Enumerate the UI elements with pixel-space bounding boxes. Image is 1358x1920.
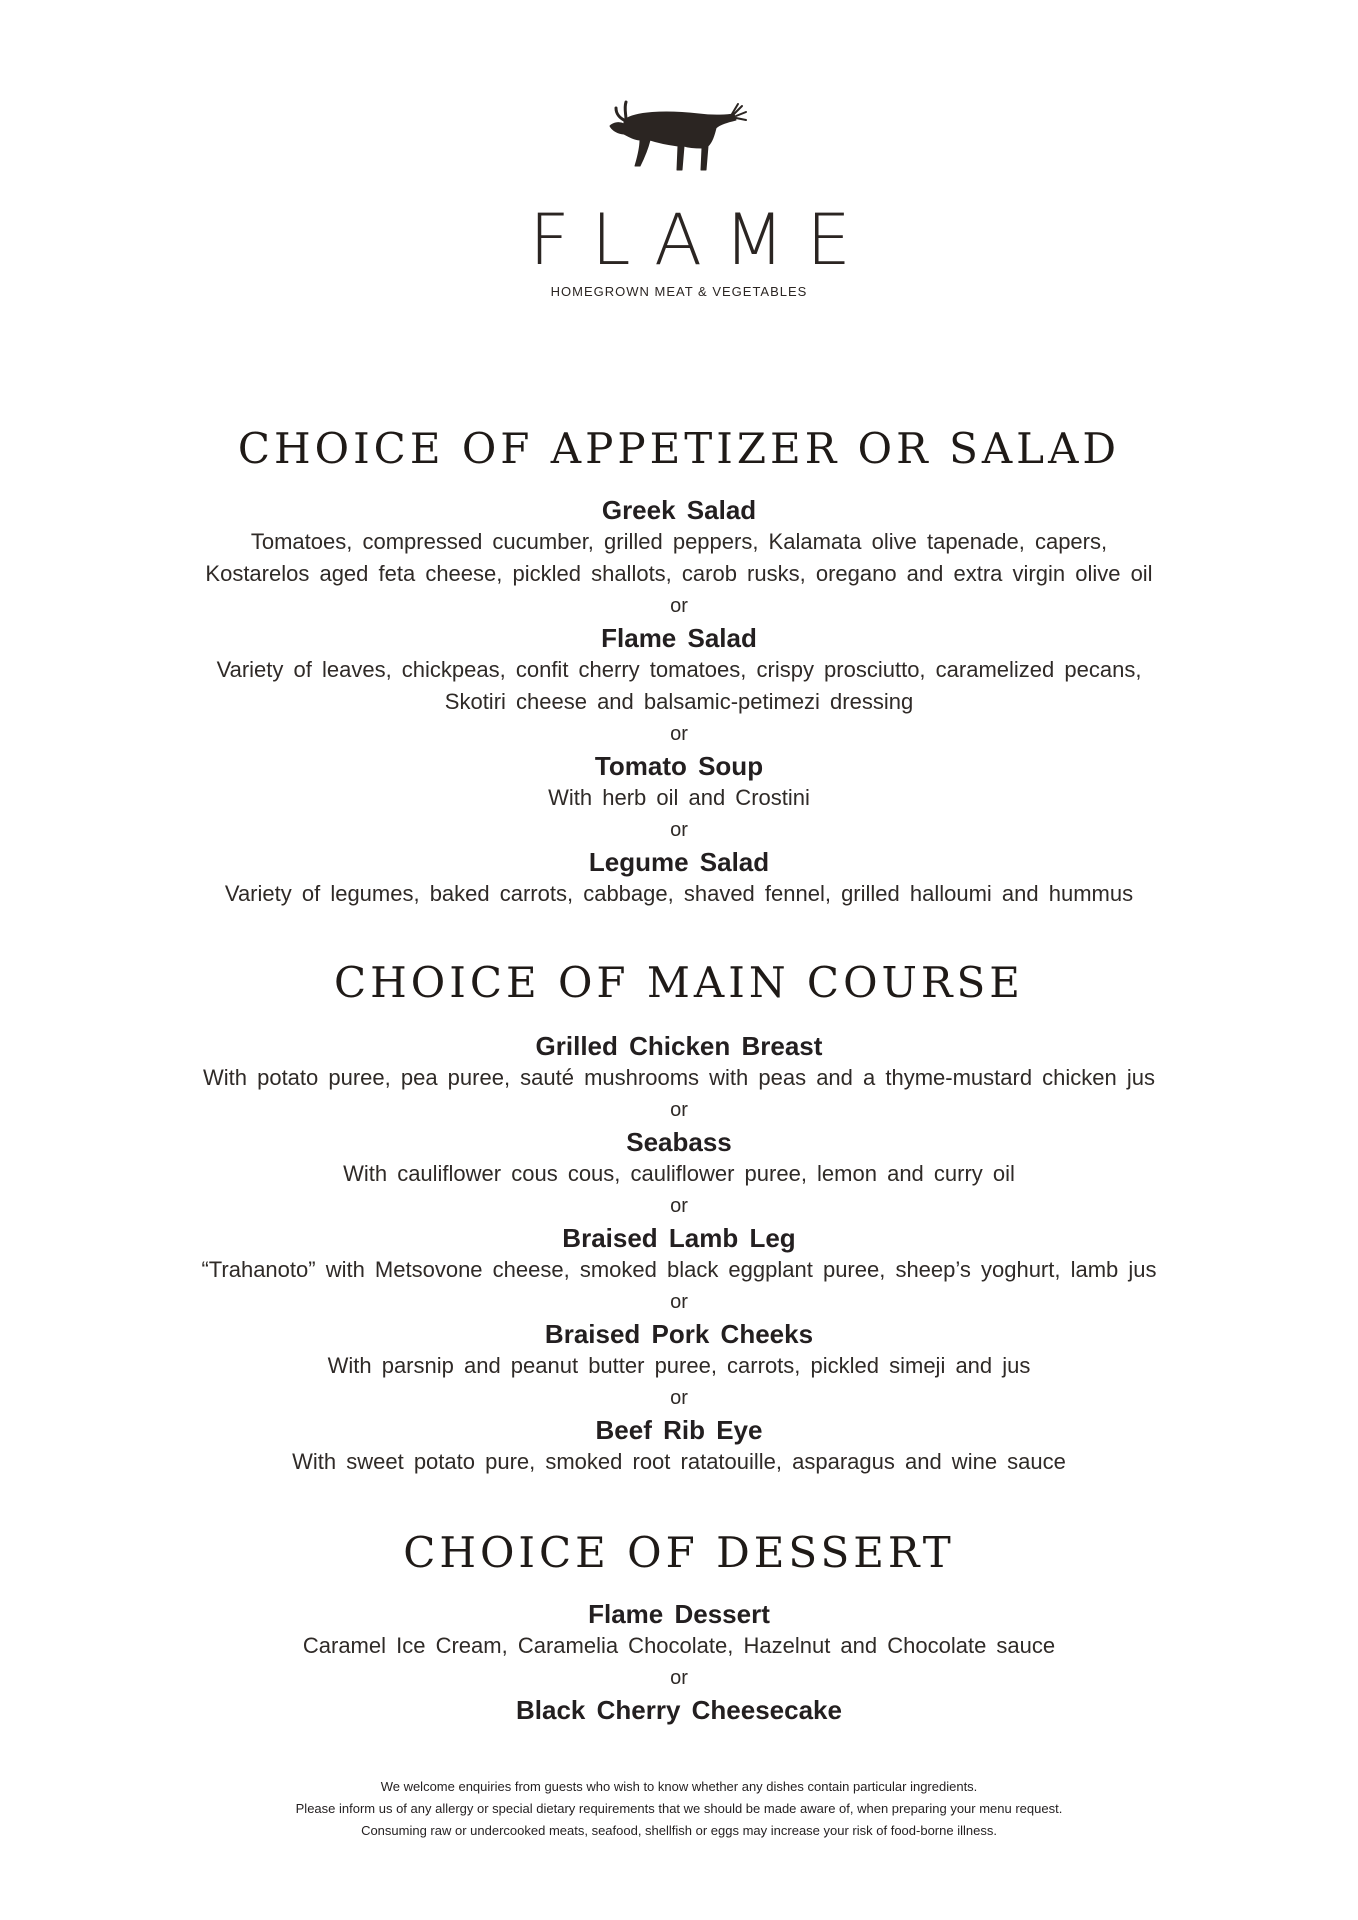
allergy-notice (0, 1776, 1358, 1842)
brand-tagline: HOMEGROWN MEAT & VEGETABLES (550, 284, 808, 299)
separator-or: or (670, 723, 688, 745)
bull-icon (0, 100, 1358, 187)
menu-item-pork-cheeks (0, 1318, 1358, 1414)
item-description: Variety of leaves, chickpeas, confit cherry tomatoes, crispy prosciutto, caramelized pecans, (216, 657, 1142, 682)
item-description: With parsnip and peanut butter puree, carrots, pickled simeji and jus (327, 1353, 1031, 1378)
item-name: Braised Lamb Leg (562, 1223, 796, 1253)
item-description: Skotiri cheese and balsamic-petimezi dressing (444, 689, 914, 714)
item-description: With sweet potato pure, smoked root ratatouille, asparagus and wine sauce (292, 1449, 1066, 1474)
item-description: Tomatoes, compressed cucumber, grilled peppers, Kalamata olive tapenade, capers, (250, 529, 1108, 554)
menu-item-legume-salad (0, 846, 1358, 910)
item-description: With cauliflower cous cous, cauliflower puree, lemon and curry oil (343, 1161, 1015, 1186)
separator-or: or (670, 1387, 688, 1409)
item-description: With potato puree, pea puree, sauté mushrooms with peas and a thyme-mustard chicken jus (202, 1065, 1156, 1090)
menu-item-flame-dessert (0, 1598, 1358, 1694)
item-name: Braised Pork Cheeks (544, 1319, 814, 1349)
separator-or: or (670, 1667, 688, 1689)
section-title-dessert: CHOICE OF DESSERT (403, 1528, 955, 1577)
item-name: Beef Rib Eye (595, 1415, 763, 1445)
separator-or: or (670, 595, 688, 617)
menu-item-grilled-chicken (0, 1030, 1358, 1126)
footer-line: Please inform us of any allergy or special dietary requirements that we should be made aware of, when preparing your menu request. (295, 1801, 1063, 1816)
item-name: Seabass (626, 1127, 732, 1157)
item-description: Caramel Ice Cream, Caramelia Chocolate, Hazelnut and Chocolate sauce (302, 1633, 1056, 1658)
item-name: Greek Salad (601, 495, 757, 525)
item-description: Kostarelos aged feta cheese, pickled shallots, carob rusks, oregano and extra virgin olive oil (205, 561, 1153, 586)
brand-logo: FLAME (529, 199, 873, 281)
item-description: With herb oil and Crostini (548, 785, 810, 810)
section-title-appetizer: CHOICE OF APPETIZER OR SALAD (237, 424, 1121, 473)
menu-item-rib-eye (0, 1414, 1358, 1478)
item-name: Black Cherry Cheesecake (516, 1695, 842, 1725)
item-name: Grilled Chicken Breast (535, 1031, 823, 1061)
item-description: Variety of legumes, baked carrots, cabbage, shaved fennel, grilled halloumi and hummus (224, 881, 1134, 906)
item-name: Tomato Soup (594, 751, 764, 781)
menu-item-tomato-soup (0, 750, 1358, 846)
separator-or: or (670, 819, 688, 841)
separator-or: or (670, 1099, 688, 1121)
menu-item-flame-salad (0, 622, 1358, 750)
section-title-main-course: CHOICE OF MAIN COURSE (334, 958, 1024, 1007)
item-description: “Trahanoto” with Metsovone cheese, smoked black eggplant puree, sheep’s yoghurt, lamb jus (201, 1257, 1157, 1282)
item-name: Legume Salad (588, 847, 770, 877)
item-name: Flame Dessert (588, 1599, 770, 1629)
menu-item-greek-salad (0, 494, 1358, 622)
separator-or: or (670, 1195, 688, 1217)
menu-item-cheesecake (0, 1694, 1358, 1726)
menu-item-seabass (0, 1126, 1358, 1222)
item-name: Flame Salad (601, 623, 757, 653)
separator-or: or (670, 1291, 688, 1313)
menu-item-lamb-leg (0, 1222, 1358, 1318)
footer-line: Consuming raw or undercooked meats, seafood, shellfish or eggs may increase your risk of food-borne illness. (361, 1823, 997, 1838)
footer-line: We welcome enquiries from guests who wish to know whether any dishes contain particular ingredients. (380, 1779, 978, 1794)
